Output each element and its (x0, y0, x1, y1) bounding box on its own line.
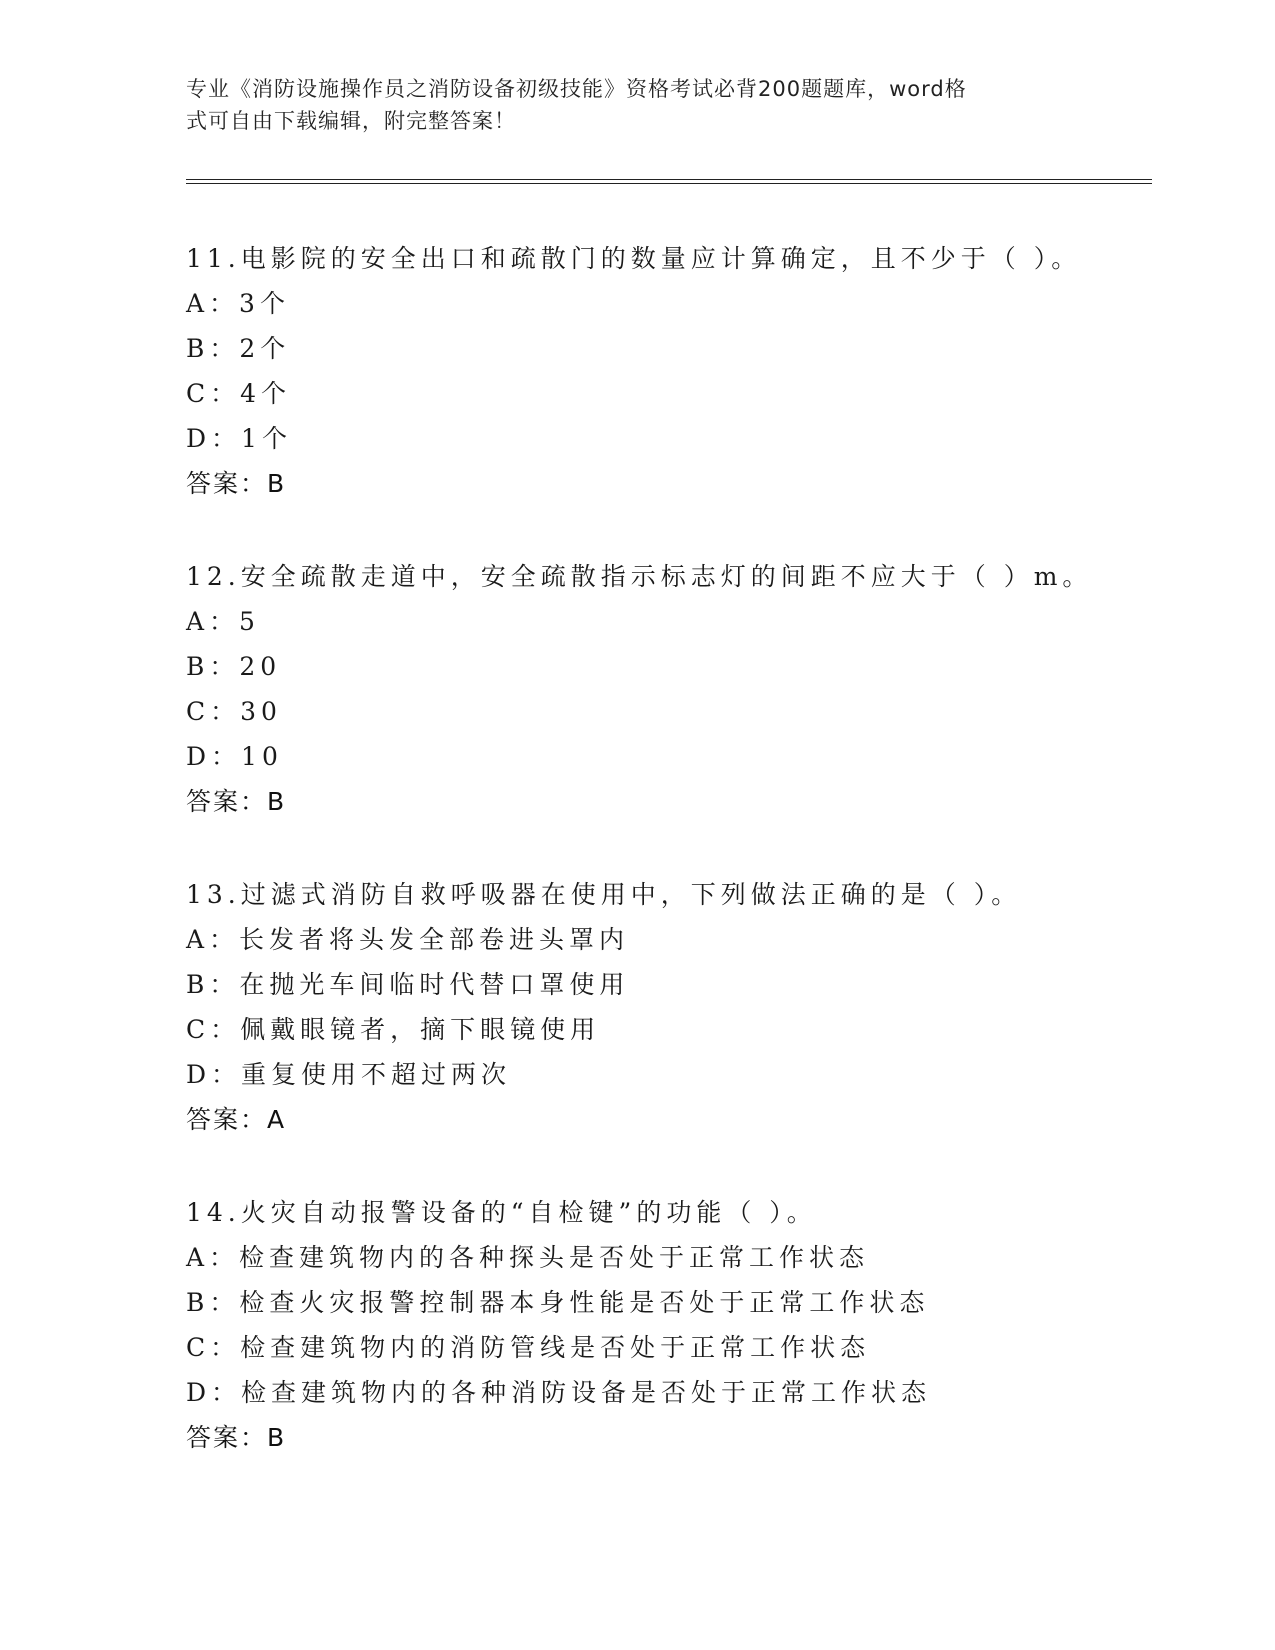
option-b: B：检查火灾报警控制器本身性能是否处于正常工作状态 (186, 1288, 930, 1317)
header-line-2: 式可自由下载编辑，附完整答案！ (186, 109, 516, 133)
question-stem: 11.电影院的安全出口和疏散门的数量应计算确定，且不少于（ ）。 (186, 244, 1082, 273)
question-list (186, 236, 1152, 1508)
answer-line: 答案：B (186, 469, 287, 498)
option-b: B：2个 (186, 334, 291, 363)
question-stem: 12.安全疏散走道中，安全疏散指示标志灯的间距不应大于（ ）m。 (186, 562, 1093, 591)
question-stem: 14.火灾自动报警设备的“自检键”的功能（ ）。 (186, 1198, 817, 1227)
option-d: D：重复使用不超过两次 (186, 1060, 512, 1089)
option-a: A：5 (186, 607, 260, 636)
answer-line: 答案：A (186, 1105, 287, 1134)
question-11 (186, 236, 1152, 554)
option-a: A：3个 (186, 289, 290, 318)
option-d: D：1个 (186, 424, 292, 453)
option-b: B：20 (186, 652, 282, 681)
answer-line: 答案：B (186, 1423, 287, 1452)
header-double-rule (186, 179, 1152, 184)
question-12 (186, 554, 1152, 872)
option-a: A：长发者将头发全部卷进头罩内 (186, 925, 630, 954)
option-c: C：30 (186, 697, 282, 726)
header-line-1: 专业《消防设施操作员之消防设备初级技能》资格考试必背200题题库，word格 (186, 77, 967, 101)
option-d: D：10 (186, 742, 283, 771)
option-c: C：佩戴眼镜者，摘下眼镜使用 (186, 1015, 601, 1044)
option-c: C：检查建筑物内的消防管线是否处于正常工作状态 (186, 1333, 871, 1362)
option-d: D：检查建筑物内的各种消防设备是否处于正常工作状态 (186, 1378, 932, 1407)
option-c: C：4个 (186, 379, 292, 408)
question-stem: 13.过滤式消防自救呼吸器在使用中，下列做法正确的是（ ）。 (186, 880, 1022, 909)
option-a: A：检查建筑物内的各种探头是否处于正常工作状态 (186, 1243, 870, 1272)
question-14 (186, 1190, 1152, 1508)
option-b: B：在抛光车间临时代替口罩使用 (186, 970, 630, 999)
question-13 (186, 872, 1152, 1190)
answer-line: 答案：B (186, 787, 287, 816)
document-header (186, 73, 1066, 137)
